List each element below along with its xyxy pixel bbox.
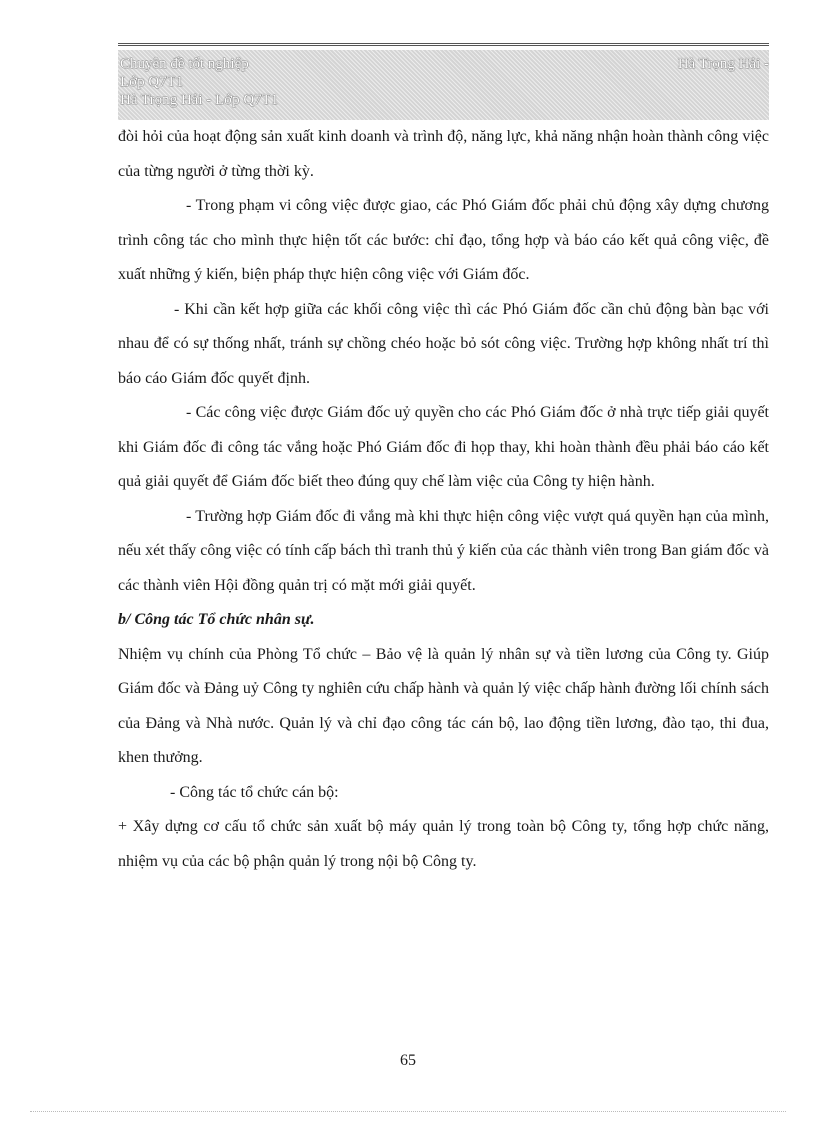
header-author-class: Hà Trọng Hải - Lớp Q7T1 — [120, 92, 279, 108]
header-top-rule — [118, 43, 769, 46]
running-header — [118, 50, 769, 120]
paragraph-delegation: - Các công việc được Giám đốc uỷ quyền cho các Phó Giám đốc ở nhà trực tiếp giải quyết khi Giám đốc đi công tác vắng hoặc Phó Giám đốc đi họp thay, khi hoàn thành đều phải báo cáo kết quả giải quyết để Giám đốc biết theo đúng quy chế làm việc của Công ty hiện hành. — [118, 404, 769, 490]
paragraph-staff-organization: - Công tác tổ chức cán bộ: — [170, 783, 339, 801]
section-heading: b/ Công tác Tổ chức nhân sự. — [118, 611, 315, 628]
header-document-title: Chuyên đề tốt nghiệp — [120, 56, 249, 72]
header-author: Hà Trọng Hải - — [677, 56, 769, 72]
document-body — [118, 120, 769, 879]
paragraph-continuation: đòi hỏi của hoạt động sản xuất kinh doanh và trình độ, năng lực, khả năng nhận hoàn thành công việc của từng người ở từng thời kỳ. — [118, 128, 769, 180]
paragraph-deputy-scope: - Trong phạm vi công việc được giao, các Phó Giám đốc phải chủ động xây dựng chương trình công tác cho mình thực hiện tốt các bước: chỉ đạo, tổng hợp và báo cáo kết quả công việc, đề xuất những ý kiến, biện pháp thực hiện công việc với Giám đốc. — [118, 197, 769, 283]
page-number: 65 — [400, 1052, 416, 1069]
paragraph-hr-mission: Nhiệm vụ chính của Phòng Tổ chức – Bảo vệ là quản lý nhân sự và tiền lương của Công ty. Giúp Giám đốc và Đảng uỷ Công ty nghiên cứu chấp hành và quản lý việc chấp hành đường lối chính sách của Đảng và Nhà nước. Quản lý và chỉ đạo công tác cán bộ, lao động tiền lương, đào tạo, thi đua, khen thưởng. — [118, 645, 769, 766]
paragraph-structure-building: + Xây dựng cơ cấu tổ chức sản xuất bộ máy quản lý trong toàn bộ Công ty, tổng hợp chức năng, nhiệm vụ của các bộ phận quản lý trong nội bộ Công ty. — [118, 818, 769, 870]
paragraph-coordination: - Khi cần kết hợp giữa các khối công việc thì các Phó Giám đốc cần chủ động bàn bạc với nhau để có sự thống nhất, tránh sự chồng chéo hoặc bỏ sót công việc. Trường hợp không nhất trí thì báo cáo Giám đốc quyết định. — [118, 300, 769, 387]
paragraph-director-absent: - Trường hợp Giám đốc đi vắng mà khi thực hiện công việc vượt quá quyền hạn của mình, nếu xét thấy công việc có tính cấp bách thì tranh thủ ý kiến của các thành viên trong Ban giám đốc và các thành viên Hội đồng quản trị có mặt mới giải quyết. — [118, 507, 769, 594]
footer-rule — [30, 1111, 786, 1112]
header-class: Lớp Q7T1 — [120, 74, 184, 90]
